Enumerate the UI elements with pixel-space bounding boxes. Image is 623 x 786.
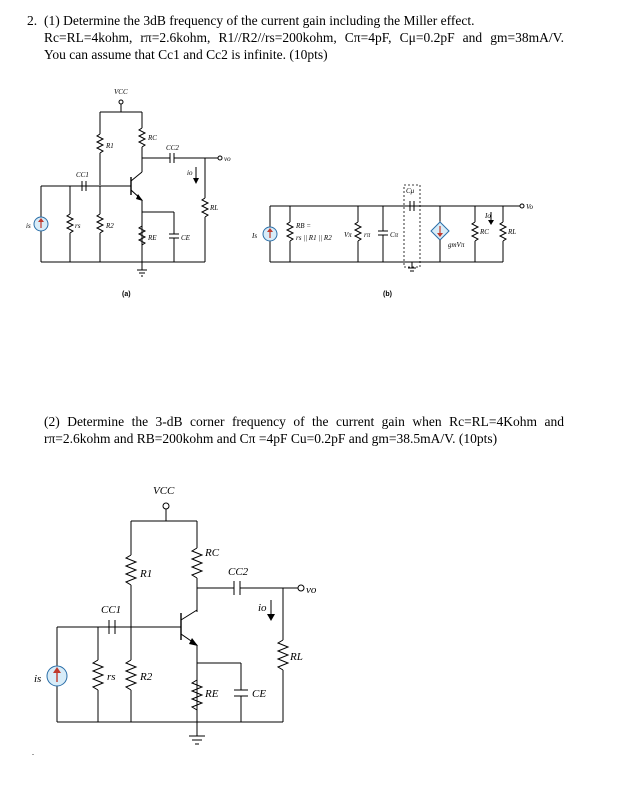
label-cmu-b: Cμ — [406, 187, 415, 195]
label-re-a: RE — [148, 234, 157, 242]
label-rb-line2-b: rs || R1 || R2 — [296, 234, 332, 242]
io-arrow-large — [267, 614, 275, 621]
rc-resistor-a — [139, 128, 145, 147]
label-vcc-large: VCC — [153, 485, 175, 497]
part2-line2: rπ=2.6kohm and RB=200kohm and Cπ =4pF Cu=0.2pF and gm=38.5mA/V. (10pts) — [44, 431, 498, 446]
problem-number: 2. — [27, 13, 38, 28]
rc-resistor-large — [192, 548, 202, 578]
label-cc1-large: CC1 — [101, 604, 122, 616]
rs-resistor-a — [67, 214, 73, 233]
vcc-node-large — [163, 503, 169, 509]
caption-b: (b) — [383, 291, 392, 298]
r2-resistor-a — [97, 214, 103, 233]
label-io-a: io — [187, 169, 193, 177]
part1-line2: Rc=RL=4kohm, rπ=2.6kohm, R1//R2//rs=200kohm, Cπ=4pF, Cμ=0.2pF and gm=38mA/V. — [44, 30, 564, 45]
label-cpi-b: Cπ — [390, 231, 399, 239]
io-arrow-a — [193, 178, 199, 184]
circuit-a — [34, 100, 222, 276]
label-ce-a: CE — [181, 234, 190, 242]
cmu-box-b — [404, 185, 420, 267]
label-is-a: is — [26, 222, 31, 230]
label-rb-line1-b: RB = — [296, 222, 312, 230]
r1-resistor-large — [126, 555, 136, 585]
part1-line1: (1) Determine the 3dB frequency of the current gain including the Miller effect. — [44, 13, 475, 28]
label-io-large: io — [258, 602, 267, 614]
footer-mark: . — [32, 748, 34, 757]
label-is-large: is — [34, 673, 42, 685]
rl-resistor-b — [500, 222, 506, 241]
label-cc2-large: CC2 — [228, 566, 249, 578]
rpi-resistor-b — [355, 222, 361, 241]
label-r2-a: R2 — [106, 222, 114, 230]
r2-resistor-large — [126, 660, 136, 690]
caption-a: (a) — [122, 291, 131, 298]
label-r2-large: R2 — [140, 671, 153, 683]
part1-line3: You can assume that Cc1 and Cc2 is infinite. (10pts) — [44, 47, 328, 62]
part2-line1: (2) Determine the 3-dB corner frequency of the current gain when Rc=RL=4Kohm and — [44, 414, 564, 429]
label-rpi-b: rπ — [364, 231, 371, 239]
label-vpi-b: Vπ — [344, 231, 352, 239]
label-rs-large: rs — [107, 671, 116, 683]
label-rc-b: RC — [480, 228, 489, 236]
label-vo-a: vo — [224, 155, 231, 163]
label-r1-large: R1 — [140, 568, 153, 580]
label-r1-a: R1 — [106, 142, 114, 150]
label-vo-b: Vo — [526, 203, 533, 211]
label-rc-a: RC — [148, 134, 157, 142]
label-rl-a: RL — [210, 204, 219, 212]
rb-resistor-b — [287, 222, 293, 241]
label-rc-large: RC — [205, 547, 220, 559]
label-vo-large: vo — [306, 584, 317, 596]
label-rl-b: RL — [508, 228, 517, 236]
label-cc2-a: CC2 — [166, 144, 179, 152]
circuit-large — [47, 503, 304, 744]
io-arrow-b — [488, 220, 494, 225]
rl-resistor-large — [278, 640, 288, 670]
rl-resistor-a — [202, 198, 208, 217]
label-rl-large: RL — [290, 651, 303, 663]
label-io-b: Io — [485, 212, 491, 220]
label-rs-a: rs — [75, 222, 81, 230]
label-vcc-a: VCC — [114, 88, 128, 96]
label-re-large: RE — [205, 688, 219, 700]
r1-resistor-a — [97, 134, 103, 153]
rc-resistor-b — [472, 222, 478, 241]
label-gm-b: gmVπ — [448, 241, 465, 249]
vcc-node-a — [119, 100, 123, 104]
label-cc1-a: CC1 — [76, 171, 89, 179]
rs-resistor-large — [93, 660, 103, 690]
label-is-b: Is — [252, 232, 258, 240]
label-ce-large: CE — [252, 688, 267, 700]
